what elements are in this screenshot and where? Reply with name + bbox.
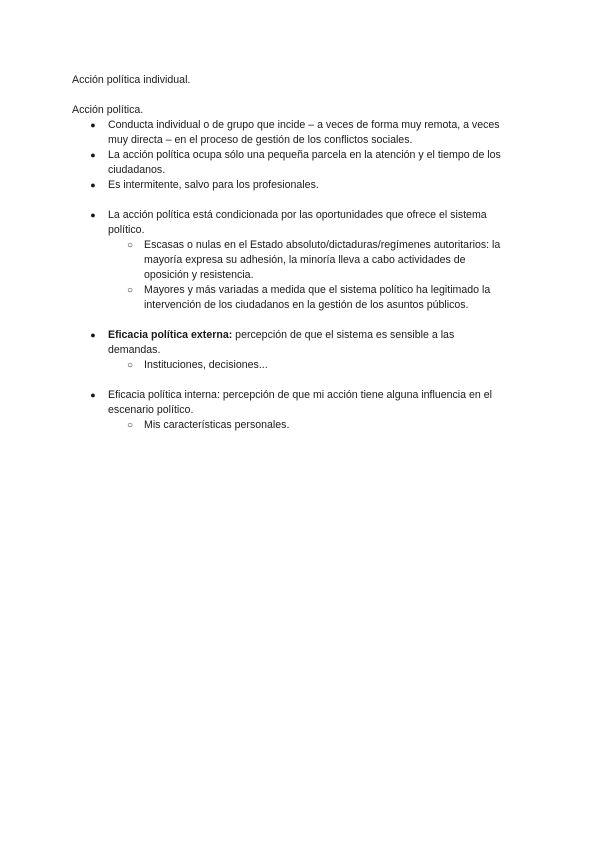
bullet-icon: ● xyxy=(90,180,96,190)
list-item xyxy=(108,178,548,193)
sub-list-item-line: Instituciones, decisiones... xyxy=(144,359,268,371)
sub-list-item xyxy=(144,418,524,433)
sub-list-item-line: intervención de los ciudadanos en la gestión de los asuntos públicos. xyxy=(144,299,469,311)
list-item xyxy=(108,328,548,358)
sub-list-item-line: Escasas o nulas en el Estado absoluto/dictaduras/regímenes autoritarios: la xyxy=(144,239,501,251)
bullet-icon: ● xyxy=(90,120,96,130)
list-item-line: Eficacia política interna: percepción de que mi acción tiene alguna influencia en el xyxy=(108,389,492,401)
bold-term: Eficacia política externa: xyxy=(108,329,233,341)
sub-list-item xyxy=(144,238,524,283)
bullet-icon: ● xyxy=(90,390,96,400)
bullet-icon: ● xyxy=(90,330,96,340)
list-item xyxy=(108,388,548,418)
bullet-icon: ● xyxy=(90,150,96,160)
bullet-icon: ● xyxy=(90,210,96,220)
list-item-line: La acción política está condicionada por las oportunidades que ofrece el sistema xyxy=(108,209,487,221)
list-item-line: demandas. xyxy=(108,344,161,356)
list-item xyxy=(108,148,548,178)
sub-bullet-icon: ○ xyxy=(126,360,134,371)
list-item-line: ciudadanos. xyxy=(108,164,166,176)
sub-bullet-icon: ○ xyxy=(126,420,134,431)
sub-bullet-icon: ○ xyxy=(126,240,134,251)
section-heading: Acción política. xyxy=(72,104,144,116)
sub-list-item xyxy=(144,283,524,313)
sub-list-item xyxy=(144,358,524,373)
list-item-line xyxy=(108,328,548,343)
sub-list-item-line: Mis características personales. xyxy=(144,419,290,431)
list-item-line: Es intermitente, salvo para los profesionales. xyxy=(108,179,319,191)
sub-list-item-line: oposición y resistencia. xyxy=(144,269,254,281)
list-item xyxy=(108,118,548,148)
list-item xyxy=(108,208,548,238)
sub-bullet-icon: ○ xyxy=(126,285,134,296)
document-title: Acción política individual. xyxy=(72,74,191,86)
list-item-line: La acción política ocupa sólo una pequeña parcela en la atención y el tiempo de los xyxy=(108,149,501,161)
list-item-text: percepción de que el sistema es sensible a las xyxy=(232,329,455,341)
list-item-line: muy directa – en el proceso de gestión de los conflictos sociales. xyxy=(108,134,413,146)
list-item-line: escenario político. xyxy=(108,404,194,416)
sub-list-item-line: mayoría expresa su adhesión, la minoría lleva a cabo actividades de xyxy=(144,254,466,266)
list-item-line: político. xyxy=(108,224,145,236)
sub-list-item-line: Mayores y más variadas a medida que el sistema político ha legitimado la xyxy=(144,284,491,296)
list-item-line: Conducta individual o de grupo que incide – a veces de forma muy remota, a veces xyxy=(108,119,500,131)
